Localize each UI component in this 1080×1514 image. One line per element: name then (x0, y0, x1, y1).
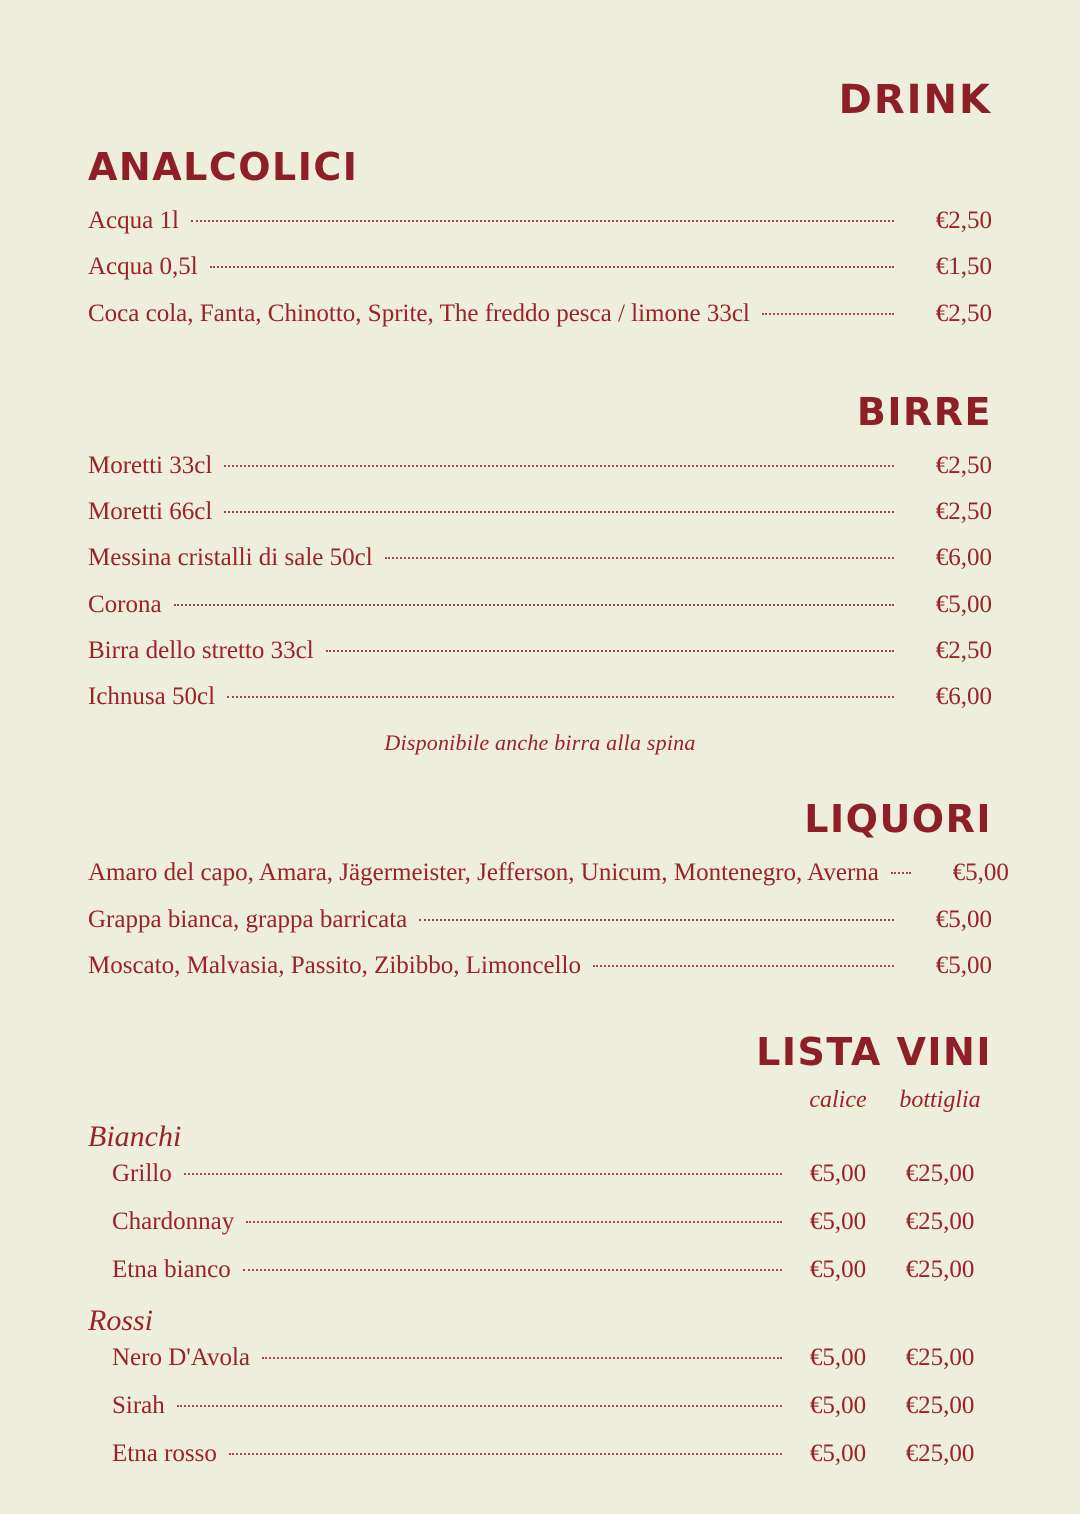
menu-item (88, 453, 992, 479)
item-price: €2,50 (935, 299, 992, 327)
menu-item (88, 953, 992, 979)
item-price: €5,00 (935, 951, 992, 979)
liquori-item-list (88, 859, 1009, 979)
menu-item (88, 684, 992, 710)
item-name: Acqua 0,5l (88, 253, 198, 281)
wine-group-bianchi (88, 1120, 992, 1284)
menu-item (88, 254, 992, 280)
item-price-bottiglia: €25,00 (905, 1160, 975, 1187)
menu-item (88, 907, 992, 933)
item-name: Coca cola, Fanta, Chinotto, Sprite, The freddo pesca / limone 33cl (88, 299, 750, 327)
section-title-vini: LISTA VINI (756, 1030, 992, 1074)
leader-dots (191, 220, 894, 222)
wine-group-label: Rossi (88, 1304, 154, 1337)
item-name: Birra dello stretto 33cl (88, 636, 314, 664)
item-price-bottiglia: €25,00 (905, 1392, 975, 1419)
wine-group-rossi (88, 1304, 992, 1468)
item-price: €5,00 (935, 905, 992, 933)
page-title: DRINK (838, 77, 992, 123)
column-header-calice: calice (809, 1087, 867, 1113)
item-name: Moscato, Malvasia, Passito, Zibibbo, Limoncello (88, 951, 581, 979)
leader-dots (210, 266, 894, 268)
item-name: Chardonnay (112, 1208, 235, 1235)
section-analcolici (88, 145, 992, 327)
item-price-calice: €5,00 (809, 1208, 867, 1235)
menu-item (88, 638, 992, 664)
item-name: Grappa bianca, grappa barricata (88, 905, 408, 933)
wine-item (88, 1160, 992, 1188)
item-name: Moretti 33cl (88, 451, 213, 479)
item-name: Messina cristalli di sale 50cl (88, 544, 373, 572)
leader-dots (227, 696, 894, 698)
item-price-bottiglia: €25,00 (905, 1208, 975, 1235)
wine-item (88, 1256, 992, 1284)
item-name: Etna rosso (112, 1440, 217, 1467)
item-name: Acqua 1l (88, 207, 179, 234)
item-price-bottiglia: €25,00 (905, 1440, 975, 1467)
wine-item (88, 1392, 992, 1420)
item-price: €2,50 (935, 498, 992, 525)
item-price: €5,00 (952, 859, 1009, 887)
item-name: Etna bianco (112, 1256, 231, 1283)
item-price-calice: €5,00 (809, 1160, 867, 1187)
leader-dots (262, 1357, 782, 1359)
leader-dots (224, 511, 894, 513)
leader-dots (243, 1269, 782, 1271)
menu-item (88, 208, 992, 234)
wine-item (88, 1344, 992, 1372)
column-header-bottiglia: bottiglia (899, 1087, 981, 1113)
wine-group-label: Bianchi (88, 1120, 182, 1153)
leader-dots (246, 1221, 782, 1223)
menu-item (88, 859, 1009, 887)
birre-note: Disponibile anche birra alla spina (384, 730, 696, 756)
menu-item (88, 592, 992, 618)
wine-column-headers (88, 1087, 992, 1114)
item-name: Corona (88, 590, 162, 618)
leader-dots (419, 919, 894, 921)
section-liquori (88, 797, 1009, 979)
wine-item (88, 1208, 992, 1236)
item-price-calice: €5,00 (809, 1256, 867, 1283)
section-title-liquori: LIQUORI (804, 797, 992, 842)
section-vini (88, 1030, 992, 1468)
item-price-bottiglia: €25,00 (905, 1256, 975, 1283)
item-name: Ichnusa 50cl (88, 683, 216, 710)
item-price-calice: €5,00 (809, 1392, 867, 1419)
menu-item (88, 301, 992, 327)
item-price-calice: €5,00 (809, 1344, 867, 1371)
menu-item (88, 545, 992, 571)
item-name: Sirah (112, 1392, 165, 1419)
leader-dots (224, 465, 894, 467)
item-name: Nero D'Avola (112, 1344, 251, 1371)
item-price: €2,50 (935, 451, 992, 479)
leader-dots (385, 557, 894, 559)
item-price: €1,50 (935, 253, 992, 281)
leader-dots (177, 1405, 782, 1407)
item-name: Grillo (112, 1160, 172, 1187)
leader-dots (184, 1173, 782, 1175)
leader-dots (891, 872, 911, 874)
item-price: €6,00 (935, 683, 992, 710)
leader-dots (229, 1453, 782, 1455)
item-price: €2,50 (935, 207, 992, 234)
wine-item (88, 1440, 992, 1468)
menu-item (88, 499, 992, 525)
section-birre (88, 389, 992, 757)
analcolici-item-list (88, 208, 992, 327)
section-title-analcolici: ANALCOLICI (88, 145, 359, 189)
item-name: Moretti 66cl (88, 498, 213, 525)
item-price: €2,50 (935, 636, 992, 664)
leader-dots (174, 604, 894, 606)
item-price: €6,00 (935, 544, 992, 572)
item-price: €5,00 (935, 590, 992, 618)
item-price-bottiglia: €25,00 (905, 1344, 975, 1371)
leader-dots (326, 650, 894, 652)
leader-dots (593, 965, 894, 967)
birre-item-list (88, 453, 992, 711)
item-price-calice: €5,00 (809, 1440, 867, 1467)
item-name: Amaro del capo, Amara, Jägermeister, Jefferson, Unicum, Montenegro, Averna (88, 859, 879, 887)
leader-dots (762, 313, 894, 315)
section-title-birre: BIRRE (856, 389, 992, 434)
